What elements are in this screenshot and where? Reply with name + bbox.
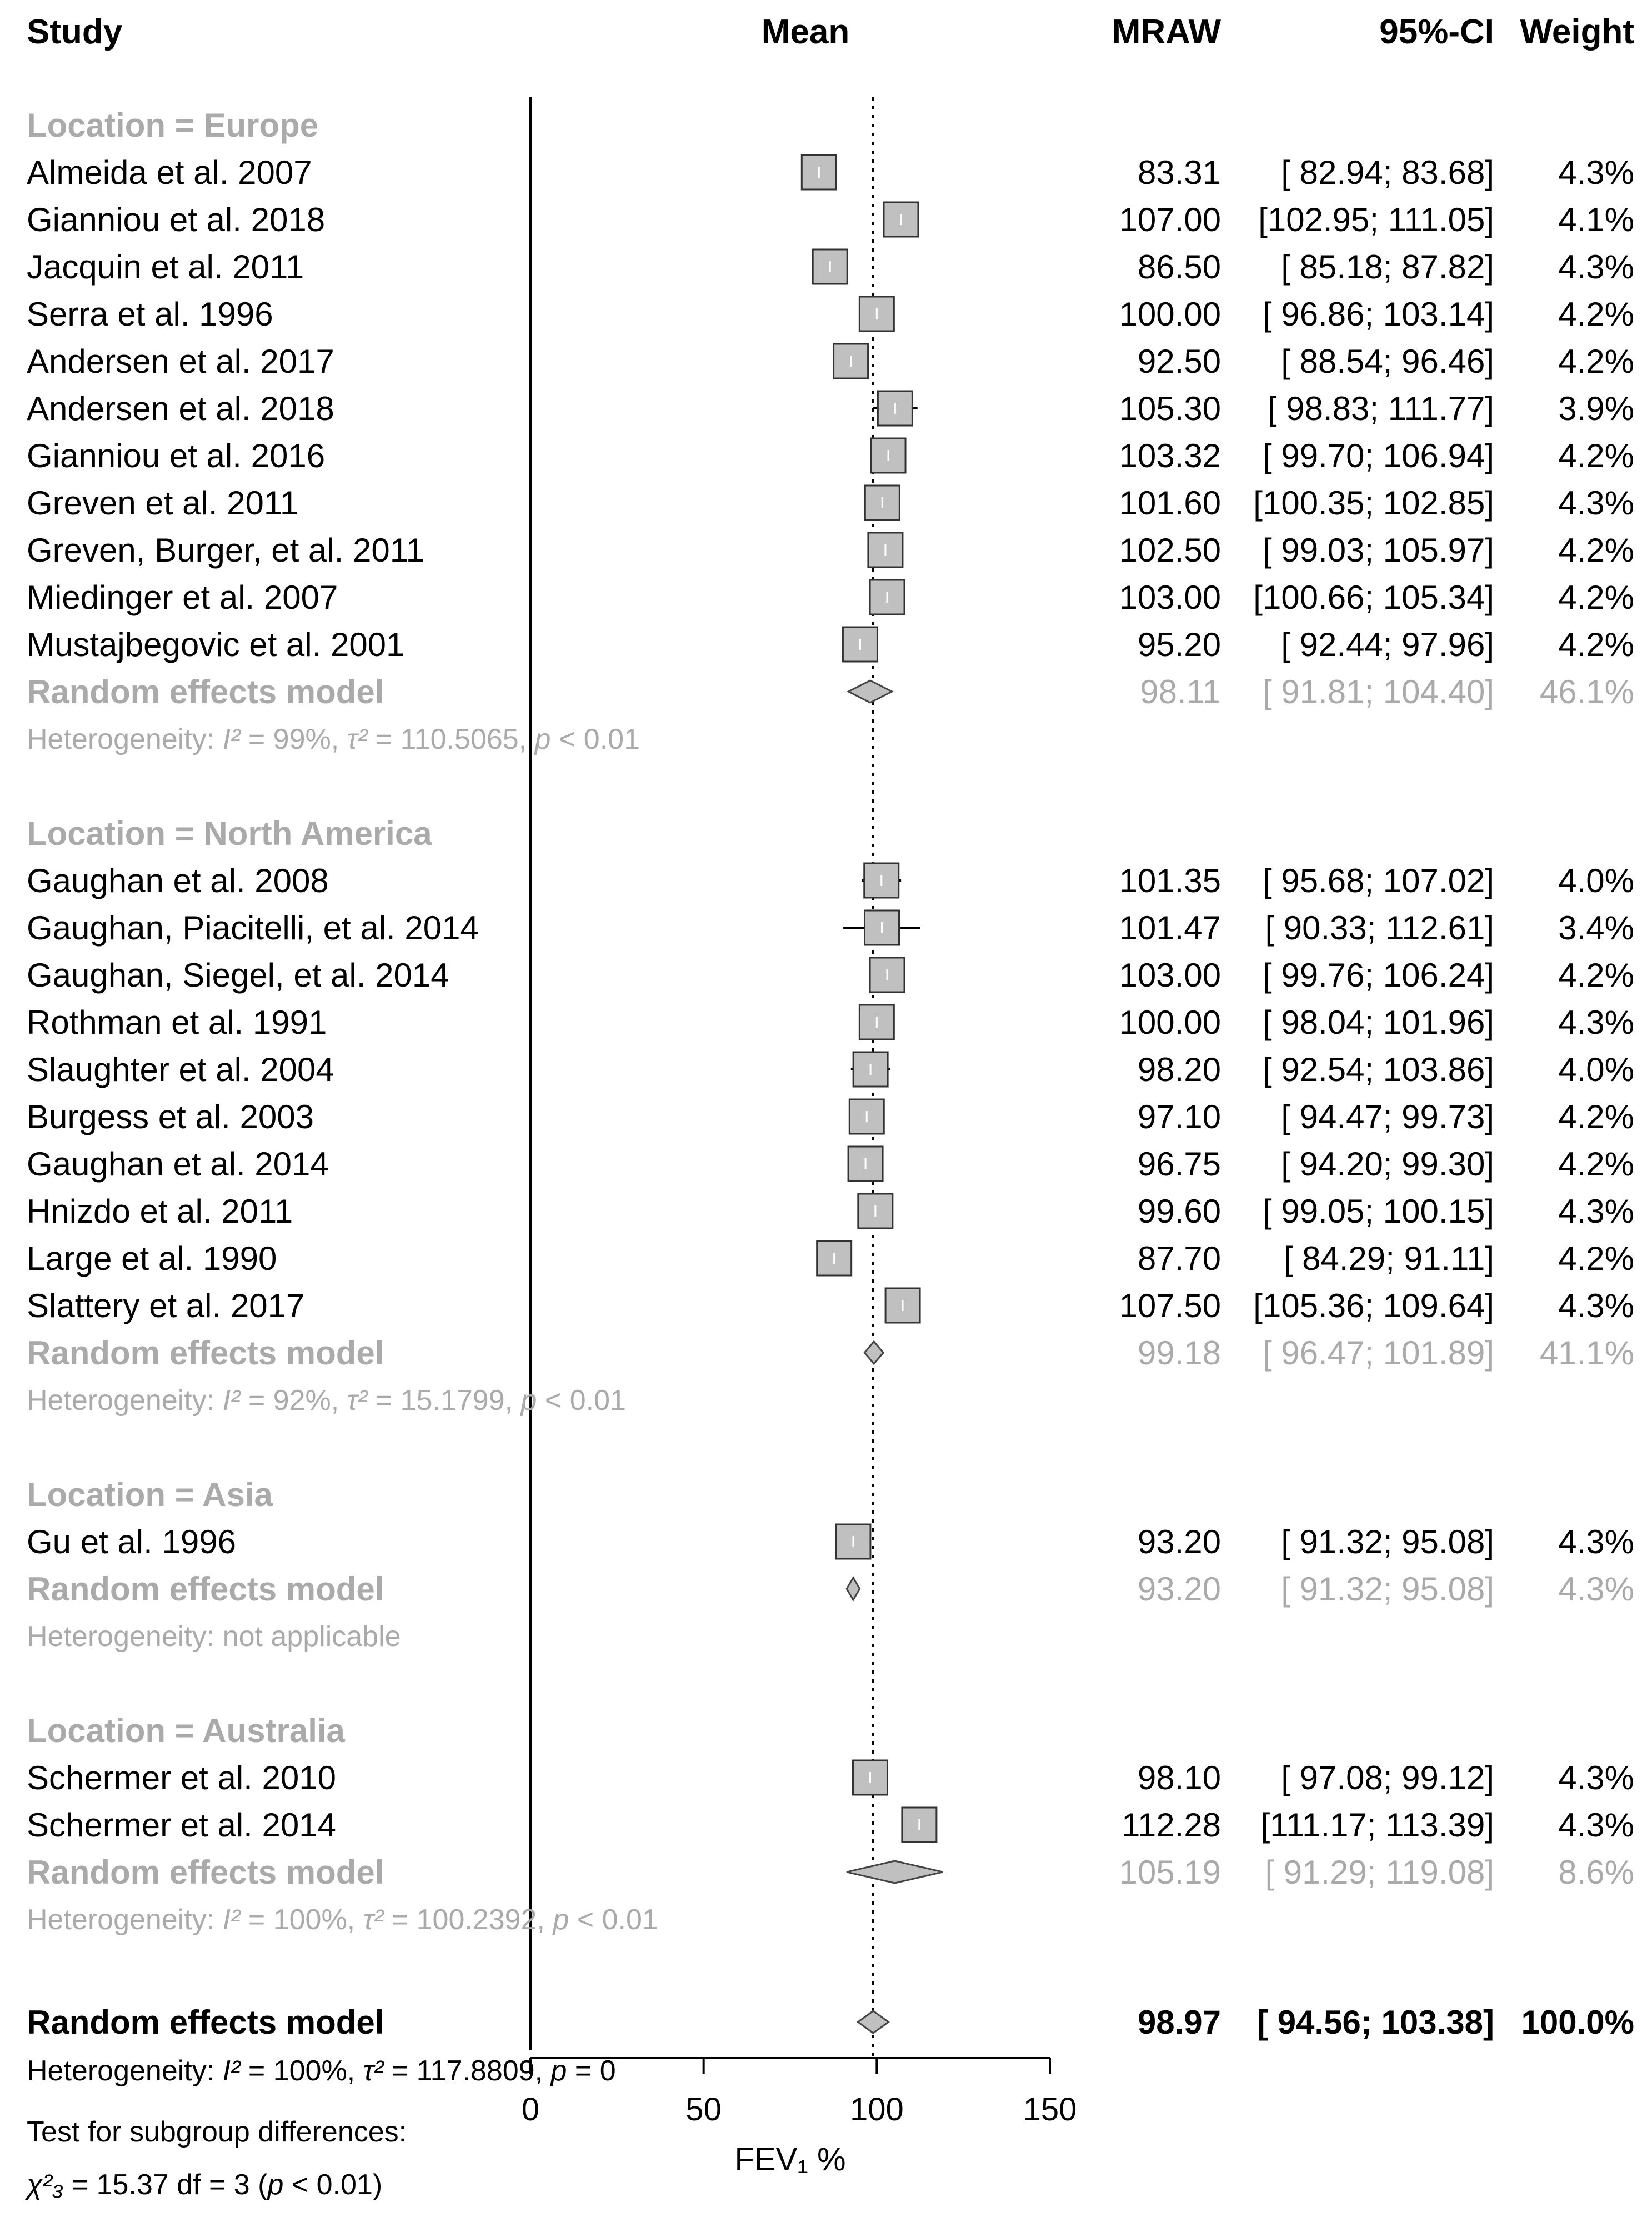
study-name: Serra et al. 1996: [27, 296, 273, 333]
study-mraw: 98.10: [1137, 1759, 1221, 1796]
study-ci: [100.35; 102.85]: [1253, 484, 1494, 522]
study-name: Jacquin et al. 2011: [27, 248, 304, 286]
subgroup-pooled-weight: 46.1%: [1539, 673, 1634, 710]
study-ci: [ 96.86; 103.14]: [1262, 296, 1494, 333]
study-ci: [ 99.76; 106.24]: [1262, 957, 1494, 994]
study-name: Schermer et al. 2014: [27, 1806, 336, 1844]
study-weight: 4.3%: [1558, 484, 1634, 522]
x-tick-label: 100: [849, 2091, 904, 2128]
header-mraw: MRAW: [1112, 13, 1221, 51]
subgroup-pooled-ci: [ 91.32; 95.08]: [1281, 1570, 1494, 1608]
study-mraw: 97.10: [1137, 1098, 1221, 1135]
subgroup-pooled-ci: [ 91.29; 119.08]: [1265, 1854, 1494, 1891]
study-ci: [ 92.44; 97.96]: [1281, 626, 1494, 663]
subgroup-pooled-mraw: 98.11: [1140, 673, 1221, 710]
study-weight: 4.2%: [1558, 579, 1634, 616]
subgroup-pooled-mraw: 93.20: [1137, 1570, 1221, 1608]
study-mraw: 103.32: [1119, 437, 1221, 474]
study-ci: [ 92.54; 103.86]: [1262, 1051, 1494, 1088]
study-name: Miedinger et al. 2007: [27, 579, 338, 616]
study-weight: 4.2%: [1558, 626, 1634, 663]
study-weight: 3.9%: [1558, 390, 1634, 427]
study-weight: 4.0%: [1558, 1051, 1634, 1088]
study-ci: [ 98.83; 111.77]: [1267, 390, 1494, 427]
study-name: Andersen et al. 2017: [27, 343, 334, 380]
study-name: Burgess et al. 2003: [27, 1098, 314, 1135]
study-name: Andersen et al. 2018: [27, 390, 334, 427]
subgroup-pooled-weight: 4.3%: [1558, 1570, 1634, 1608]
study-name: Slaughter et al. 2004: [27, 1051, 334, 1088]
subgroup-pooled-mraw: 105.19: [1119, 1854, 1221, 1891]
study-weight: 3.4%: [1558, 909, 1634, 947]
overall-diamond: [858, 2011, 888, 2033]
study-ci: [111.17; 113.39]: [1260, 1806, 1494, 1844]
study-ci: [ 94.20; 99.30]: [1281, 1145, 1494, 1183]
x-tick-label: 0: [521, 2091, 540, 2128]
study-name: Schermer et al. 2010: [27, 1759, 336, 1796]
study-weight: 4.2%: [1558, 957, 1634, 994]
subgroup-pooled-weight: 8.6%: [1558, 1854, 1634, 1891]
study-ci: [ 98.04; 101.96]: [1262, 1004, 1494, 1041]
study-weight: 4.2%: [1558, 532, 1634, 569]
header-weight: Weight: [1520, 13, 1634, 51]
study-mraw: 96.75: [1137, 1145, 1221, 1183]
study-name: Gaughan, Siegel, et al. 2014: [27, 957, 449, 994]
overall-pooled-ci: [ 94.56; 103.38]: [1257, 2004, 1494, 2041]
subgroup-pooled-label: Random effects model: [27, 1854, 384, 1891]
study-ci: [102.95; 111.05]: [1258, 201, 1494, 238]
study-mraw: 92.50: [1137, 343, 1221, 380]
study-weight: 4.2%: [1558, 1145, 1634, 1183]
study-weight: 4.1%: [1558, 201, 1634, 238]
x-axis-label: FEV₁ %: [734, 2141, 846, 2178]
subgroup-heterogeneity: Heterogeneity: I² = 92%, τ² = 15.1799, p < 0.01: [27, 1384, 626, 1417]
subgroup-pooled-ci: [ 96.47; 101.89]: [1262, 1334, 1494, 1372]
header-row: [27, 13, 1634, 51]
study-mraw: 87.70: [1137, 1240, 1221, 1277]
study-mraw: 83.31: [1137, 154, 1221, 191]
subgroup-heterogeneity: Heterogeneity: not applicable: [27, 1620, 401, 1653]
study-mraw: 103.00: [1119, 957, 1221, 994]
study-ci: [ 95.68; 107.02]: [1262, 862, 1494, 899]
study-ci: [ 99.03; 105.97]: [1262, 532, 1494, 569]
study-name: Slattery et al. 2017: [27, 1287, 305, 1324]
study-weight: 4.2%: [1558, 1240, 1634, 1277]
plot-area: [522, 97, 1077, 2178]
study-weight: 4.3%: [1558, 1523, 1634, 1560]
subgroup-pooled-label: Random effects model: [27, 1334, 384, 1372]
study-ci: [ 88.54; 96.46]: [1281, 343, 1494, 380]
overall-pooled-weight: 100.0%: [1521, 2004, 1634, 2041]
study-name: Greven, Burger, et al. 2011: [27, 532, 424, 569]
study-weight: 4.3%: [1558, 1193, 1634, 1230]
study-ci: [ 91.32; 95.08]: [1281, 1523, 1494, 1560]
study-name: Mustajbegovic et al. 2001: [27, 626, 405, 663]
header-ci: 95%-CI: [1379, 13, 1494, 51]
study-name: Gaughan, Piacitelli, et al. 2014: [27, 909, 479, 947]
study-name: Gu et al. 1996: [27, 1523, 236, 1560]
overall-heterogeneity: Heterogeneity: I² = 100%, τ² = 117.8809, p = 0: [27, 2055, 616, 2087]
study-mraw: 102.50: [1119, 532, 1221, 569]
study-name: Rothman et al. 1991: [27, 1004, 327, 1041]
subgroup-label-1: Location = North America: [27, 815, 432, 852]
study-weight: 4.3%: [1558, 1806, 1634, 1844]
subgroup-test-label: Test for subgroup differences:: [27, 2116, 407, 2148]
study-ci: [100.66; 105.34]: [1253, 579, 1494, 616]
subgroup-pooled-label: Random effects model: [27, 1570, 384, 1608]
subgroup-label-2: Location = Asia: [27, 1476, 273, 1513]
study-ci: [ 90.33; 112.61]: [1265, 909, 1494, 947]
study-weight: 4.3%: [1558, 248, 1634, 286]
x-tick-label: 150: [1023, 2091, 1077, 2128]
subgroup-pooled-ci: [ 91.81; 104.40]: [1262, 673, 1494, 710]
study-weight: 4.3%: [1558, 1759, 1634, 1796]
study-mraw: 105.30: [1119, 390, 1221, 427]
study-name: Gaughan et al. 2008: [27, 862, 329, 899]
header-mean: Mean: [761, 13, 850, 51]
study-name: Almeida et al. 2007: [27, 154, 312, 191]
study-weight: 4.3%: [1558, 1004, 1634, 1041]
study-mraw: 107.00: [1119, 201, 1221, 238]
study-name: Gianniou et al. 2018: [27, 201, 326, 238]
study-mraw: 93.20: [1137, 1523, 1221, 1560]
study-mraw: 98.20: [1137, 1051, 1221, 1088]
x-tick-label: 50: [685, 2091, 722, 2128]
study-weight: 4.3%: [1558, 154, 1634, 191]
study-weight: 4.2%: [1558, 1098, 1634, 1135]
subgroup-diamond: [848, 680, 892, 703]
study-mraw: 107.50: [1119, 1287, 1221, 1324]
subgroup-heterogeneity: Heterogeneity: I² = 99%, τ² = 110.5065, p < 0.01: [27, 723, 640, 755]
subgroup-diamond: [864, 1342, 883, 1364]
header-study: Study: [27, 13, 123, 51]
subgroup-diamond: [847, 1861, 943, 1883]
study-ci: [ 82.94; 83.68]: [1281, 154, 1494, 191]
subgroup-pooled-mraw: 99.18: [1137, 1334, 1221, 1372]
study-weight: 4.2%: [1558, 296, 1634, 333]
study-ci: [ 84.29; 91.11]: [1283, 1240, 1494, 1277]
study-weight: 4.2%: [1558, 343, 1634, 380]
study-weight: 4.2%: [1558, 437, 1634, 474]
study-mraw: 101.60: [1119, 484, 1221, 522]
study-ci: [ 85.18; 87.82]: [1281, 248, 1494, 286]
subgroup-pooled-label: Random effects model: [27, 673, 384, 710]
subgroup-label-3: Location = Australia: [27, 1712, 345, 1749]
table-rows: [24, 107, 1634, 2201]
study-ci: [ 97.08; 99.12]: [1281, 1759, 1494, 1796]
study-mraw: 101.47: [1119, 909, 1221, 947]
study-name: Gianniou et al. 2016: [27, 437, 326, 474]
study-mraw: 99.60: [1137, 1193, 1221, 1230]
study-mraw: 100.00: [1119, 1004, 1221, 1041]
study-mraw: 86.50: [1137, 248, 1221, 286]
study-ci: [ 99.70; 106.94]: [1262, 437, 1494, 474]
overall-pooled-label: Random effects model: [27, 2004, 384, 2041]
subgroup-test-stat: χ²₃ = 15.37 df = 3 (p < 0.01): [27, 2169, 383, 2201]
subgroup-diamond: [847, 1578, 859, 1600]
study-weight: 4.3%: [1558, 1287, 1634, 1324]
study-ci: [ 99.05; 100.15]: [1262, 1193, 1494, 1230]
subgroup-pooled-weight: 41.1%: [1539, 1334, 1634, 1372]
study-ci: [ 94.47; 99.73]: [1281, 1098, 1494, 1135]
study-mraw: 103.00: [1119, 579, 1221, 616]
study-weight: 4.0%: [1558, 862, 1634, 899]
study-name: Greven et al. 2011: [27, 484, 299, 522]
study-mraw: 112.28: [1121, 1806, 1221, 1844]
overall-pooled-mraw: 98.97: [1137, 2004, 1221, 2041]
subgroup-label-0: Location = Europe: [27, 107, 319, 144]
study-name: Gaughan et al. 2014: [27, 1145, 329, 1183]
study-mraw: 95.20: [1137, 626, 1221, 663]
study-name: Hnizdo et al. 2011: [27, 1193, 293, 1230]
subgroup-heterogeneity: Heterogeneity: I² = 100%, τ² = 100.2392, p < 0.01: [27, 1904, 658, 1936]
study-mraw: 101.35: [1119, 862, 1221, 899]
study-name: Large et al. 1990: [27, 1240, 277, 1277]
study-mraw: 100.00: [1119, 296, 1221, 333]
study-ci: [105.36; 109.64]: [1253, 1287, 1494, 1324]
